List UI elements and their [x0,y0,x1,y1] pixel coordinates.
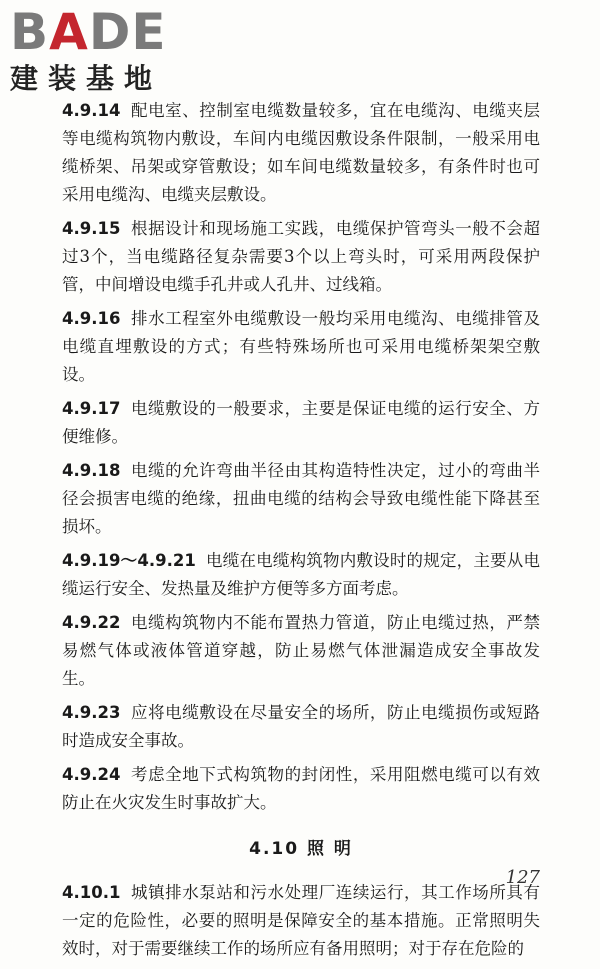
clause-4-9-16: 4.9.16 排水工程室外电缆敷设一般均采用电缆沟、电缆排管及电缆直埋敷设的方式；有些特殊场所也可采用电缆桥架架空敷设。 [62,309,540,384]
page-number: 127 [505,867,540,888]
clause-4-9-23: 4.9.23 应将电缆敷设在尽量安全的场所，防止电缆损伤或短路时造成安全事故。 [62,703,540,750]
clause-4-10-1: 4.10.1 城镇排水泵站和污水处理厂连续运行，其工作场所具有一定的危险性，必要的照明是保障安全的基本措施。正常照明失效时，对于需要继续工作的场所应有备用照明；对于存在危险的 [62,883,540,958]
clause-4-9-14: 4.9.14 配电室、控制室电缆数量较多，宜在电缆沟、电缆夹层等电缆构筑物内敷设，车间内电缆因敷设条件限制，一般采用电缆桥架、吊架或穿管敷设；如车间电缆数量较多，有条件时也可采用电缆沟、电缆夹层敷设。 [62,101,540,204]
clause-4-9-15: 4.9.15 根据设计和现场施工实践，电缆保护管弯头一般不会超过3个，当电缆路径复杂需要3个以上弯头时，可采用两段保护管，中间增设电缆手孔井或人孔井、过线箱。 [62,219,540,294]
clause-4-9-18: 4.9.18 电缆的允许弯曲半径由其构造特性决定，过小的弯曲半径会损害电缆的绝缘，扭曲电缆的结构会导致电缆性能下降甚至损坏。 [62,461,540,536]
clause-4-9-22: 4.9.22 电缆构筑物内不能布置热力管道，防止电缆过热，严禁易燃气体或液体管道穿越，防止易燃气体泄漏造成安全事故发生。 [62,613,540,688]
document-body [62,97,540,969]
clause-4-9-19-21: 4.9.19～4.9.21 电缆在电缆构筑物内敷设时的规定，主要从电缆运行安全、发热量及维护方便等多方面考虑。 [62,551,541,598]
logo-subtitle: 建装基地 [10,62,163,95]
logo [8,4,188,96]
clause-4-9-17: 4.9.17 电缆敷设的一般要求，主要是保证电缆的运行安全、方便维修。 [62,399,540,446]
clause-4-9-24: 4.9.24 考虑全地下式构筑物的封闭性，采用阻燃电缆可以有效防止在火灾发生时事故扩大。 [62,765,540,812]
logo-wordmark: BADE [10,3,167,61]
section-title: 4.10 照 明 [249,839,353,859]
